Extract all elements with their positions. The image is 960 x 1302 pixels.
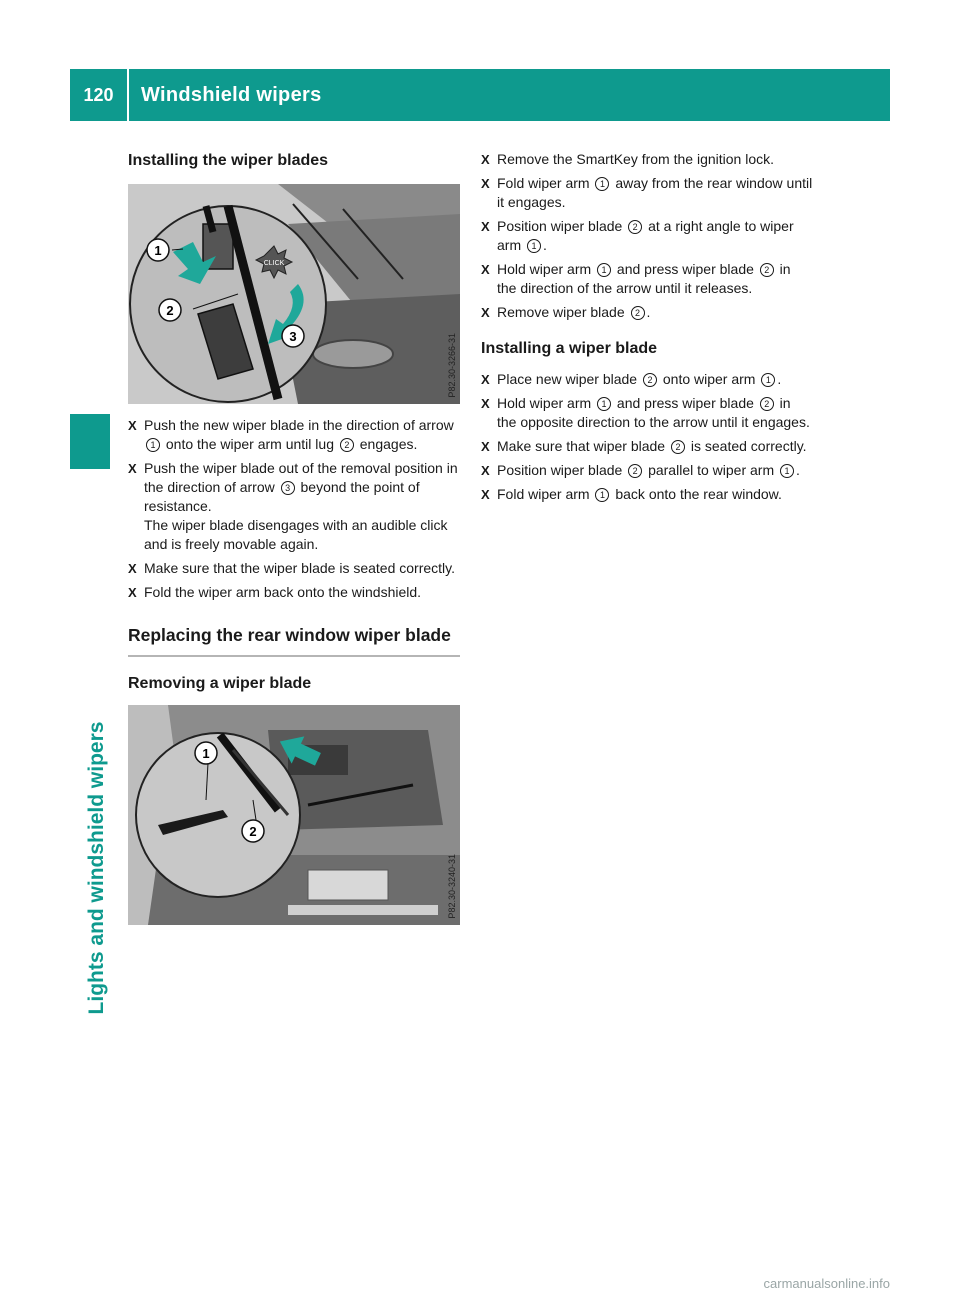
right-column (481, 150, 813, 509)
list-item: X Make sure that wiper blade 2 is seated correctly. (481, 438, 807, 454)
heading-replacing-rear-wiper: Replacing the rear window wiper blade (128, 624, 460, 657)
list-item: X Push the wiper blade out of the removal position in the direction of arrow 3 beyond the point of resistance. The wiper blade disengages with an audible click and is freely movable again. (128, 460, 458, 552)
watermark[interactable]: carmanualsonline.info (763, 1276, 890, 1291)
heading-removing-wiper-blade: Removing a wiper blade (128, 675, 312, 692)
figure-code: P82.30-3266-31 (447, 333, 457, 398)
callout-2: 2 (166, 303, 174, 318)
install-steps (128, 416, 460, 602)
list-item: X Remove wiper blade 2 . (481, 304, 651, 320)
click-label: CLICK (263, 260, 285, 267)
list-item: X Hold wiper arm 1 and press wiper blade 2 in the opposite direction to the arrow until it engages. (481, 395, 810, 430)
page-number: 120 (83, 84, 114, 105)
figure-rear-wiper (128, 705, 460, 925)
list-item: X Fold wiper arm 1 away from the rear window until it engages. (481, 175, 813, 210)
callout-2: 2 (249, 824, 257, 839)
chapter-tab-label: Lights and windshield wipers (85, 721, 108, 1015)
list-item: X Remove the SmartKey from the ignition lock. (481, 151, 775, 167)
list-item: X Fold wiper arm 1 back onto the rear window. (481, 486, 782, 502)
figure-windshield-wiper (128, 184, 460, 404)
list-item: X Position wiper blade 2 parallel to wiper arm 1 . (481, 462, 800, 478)
installation-steps (481, 370, 813, 504)
list-item: X Fold the wiper arm back onto the windshield. (128, 584, 422, 600)
header-divider (127, 69, 129, 121)
section-title: Windshield wipers (141, 83, 322, 106)
windshield-wiper-illustration (128, 184, 460, 404)
list-item: X Place new wiper blade 2 onto wiper arm 1 . (481, 371, 782, 387)
list-item: X Push the new wiper blade in the direction of arrow 1 onto the wiper arm until lug 2 engages. (128, 417, 454, 452)
list-item: X Make sure that the wiper blade is seated correctly. (128, 560, 456, 576)
heading-installing-wiper-blade: Installing a wiper blade (481, 340, 658, 357)
rear-wiper-illustration (128, 705, 460, 925)
removal-steps (481, 150, 813, 322)
callout-1: 1 (154, 243, 162, 258)
list-item: X Position wiper blade 2 at a right angle to wiper arm 1 . (481, 218, 794, 253)
callout-1: 1 (202, 746, 210, 761)
side-marker (70, 414, 110, 469)
callout-3: 3 (289, 329, 297, 344)
page-header (70, 69, 890, 121)
left-column (128, 150, 460, 925)
chapter-tab (82, 721, 112, 1015)
list-item: X Hold wiper arm 1 and press wiper blade 2 in the direction of the arrow until it releases. (481, 261, 791, 296)
figure-code: P82.30-3240-31 (447, 854, 457, 919)
heading-installing-wiper-blades: Installing the wiper blades (128, 152, 329, 169)
